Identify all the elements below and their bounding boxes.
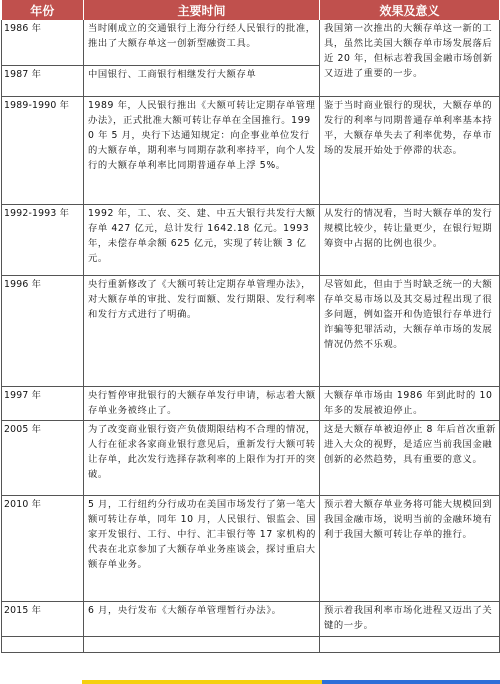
bottom-yellow-strip [82,680,322,684]
year-cell: 1997 年 [2,386,84,420]
impact-cell: 尽管如此，但由于当时缺乏统一的大额存单交易市场以及其交易过程出现了很多问题，例如盗开和伪造银行存单进行诈骗等犯罪活动，大额存单市场的发展情况仍然不乐观。 [320,275,500,386]
impact-cell: 预示着大额存单业务将可能大规模回到我国金融市场，说明当前的金融环境有利于我国大额可转让存单的推行。 [320,495,500,601]
event-cell: 当时刚成立的交通银行上海分行经人民银行的批准，推出了大额存单这一创新型融资工具。 [84,20,320,65]
event-cell: 5 月，工行纽约分行成功在美国市场发行了第一笔大额可转让存单，同年 10 月，人民银行、银监会、国家开发银行、工行、中行、汇丰银行等 17 家机构的代表在北京参加了大额存单业务座谈会，探讨重启大额存单业务。 [84,495,320,601]
year-cell: 1986 年 [2,20,84,65]
impact-cell: 预示着我国利率市场化进程又迈出了关键的一步。 [320,601,500,636]
event-cell: 中国银行、工商银行相继发行大额存单 [84,65,320,96]
table-row [2,96,500,204]
year-cell: 2015 年 [2,601,84,636]
event-cell: 6 月，央行发布《大额存单管理暂行办法》。 [84,601,320,636]
event-cell: 1992 年，工、农、交、建、中五大银行共发行大额存单 427 亿元，总计发行 1642.18 亿元。1993 年，未偿存单余额 625 亿元，实现了转让额 3 亿元。 [84,204,320,275]
table-row [2,495,500,601]
table-row [2,275,500,386]
year-cell: 1989-1990 年 [2,96,84,204]
table-row [2,420,500,495]
year-cell: 1992-1993 年 [2,204,84,275]
bottom-blue-strip [322,680,500,684]
table-row [2,636,500,652]
impact-cell: 大额存单市场由 1986 年到此时的 10 年多的发展被迫停止。 [320,386,500,420]
year-cell: 2010 年 [2,495,84,601]
table-row [2,601,500,636]
table-row [2,386,500,420]
table-row [2,204,500,275]
impact-cell: 我国第一次推出的大额存单这一新的工具，虽然比美国大额存单市场发展落后近 20 年，但标志着我国金融市场创新又迈进了重要的一步。 [320,20,500,96]
event-cell: 央行暂停审批银行的大额存单发行申请，标志着大额存单业务被终止了。 [84,386,320,420]
event-cell [84,636,320,652]
header-event: 主要时间 [84,0,320,20]
year-cell: 2005 年 [2,420,84,495]
event-cell: 央行重新修改了《大额可转让定期存单管理办法》，对大额存单的审批、发行面额、发行期限、发行利率和发行方式进行了明确。 [84,275,320,386]
header-impact: 效果及意义 [320,0,500,20]
year-cell: 1996 年 [2,275,84,386]
header-year: 年份 [2,0,84,20]
table-row [2,20,500,65]
year-cell: 1987 年 [2,65,84,96]
impact-cell: 从发行的情况看，当时大额存单的发行规模比较少，转让量更少，在银行短期筹资中占据的比例也很少。 [320,204,500,275]
event-cell: 为了改变商业银行资产负债期限结构不合理的情况，人行在征求各家商业银行意见后，重新发行大额可转让存单，此次发行选择存款利率的上限作为打开的突破。 [84,420,320,495]
impact-cell [320,636,500,652]
timeline-table [1,0,500,653]
event-cell: 1989 年，人民银行推出《大额可转让定期存单管理办法》，正式批准大额可转让存单在全国推行。1990 年 5 月，央行下达通知规定：向企事业单位发行的大额存单，期利率与同期存款利率持平，向个人发行的大额存单利率比同期普通存单上浮 5%。 [84,96,320,204]
impact-cell: 鉴于当时商业银行的现状，大额存单的发行的利率与同期普通存单利率基本持平，大额存单失去了利率优势，存单市场的发展开始处于停滞的状态。 [320,96,500,204]
year-cell [2,636,84,652]
header-row [2,0,500,20]
impact-cell: 这是大额存单被迫停止 8 年后首次重新进入大众的视野，是适应当前我国金融创新的必然趋势，具有重要的意义。 [320,420,500,495]
